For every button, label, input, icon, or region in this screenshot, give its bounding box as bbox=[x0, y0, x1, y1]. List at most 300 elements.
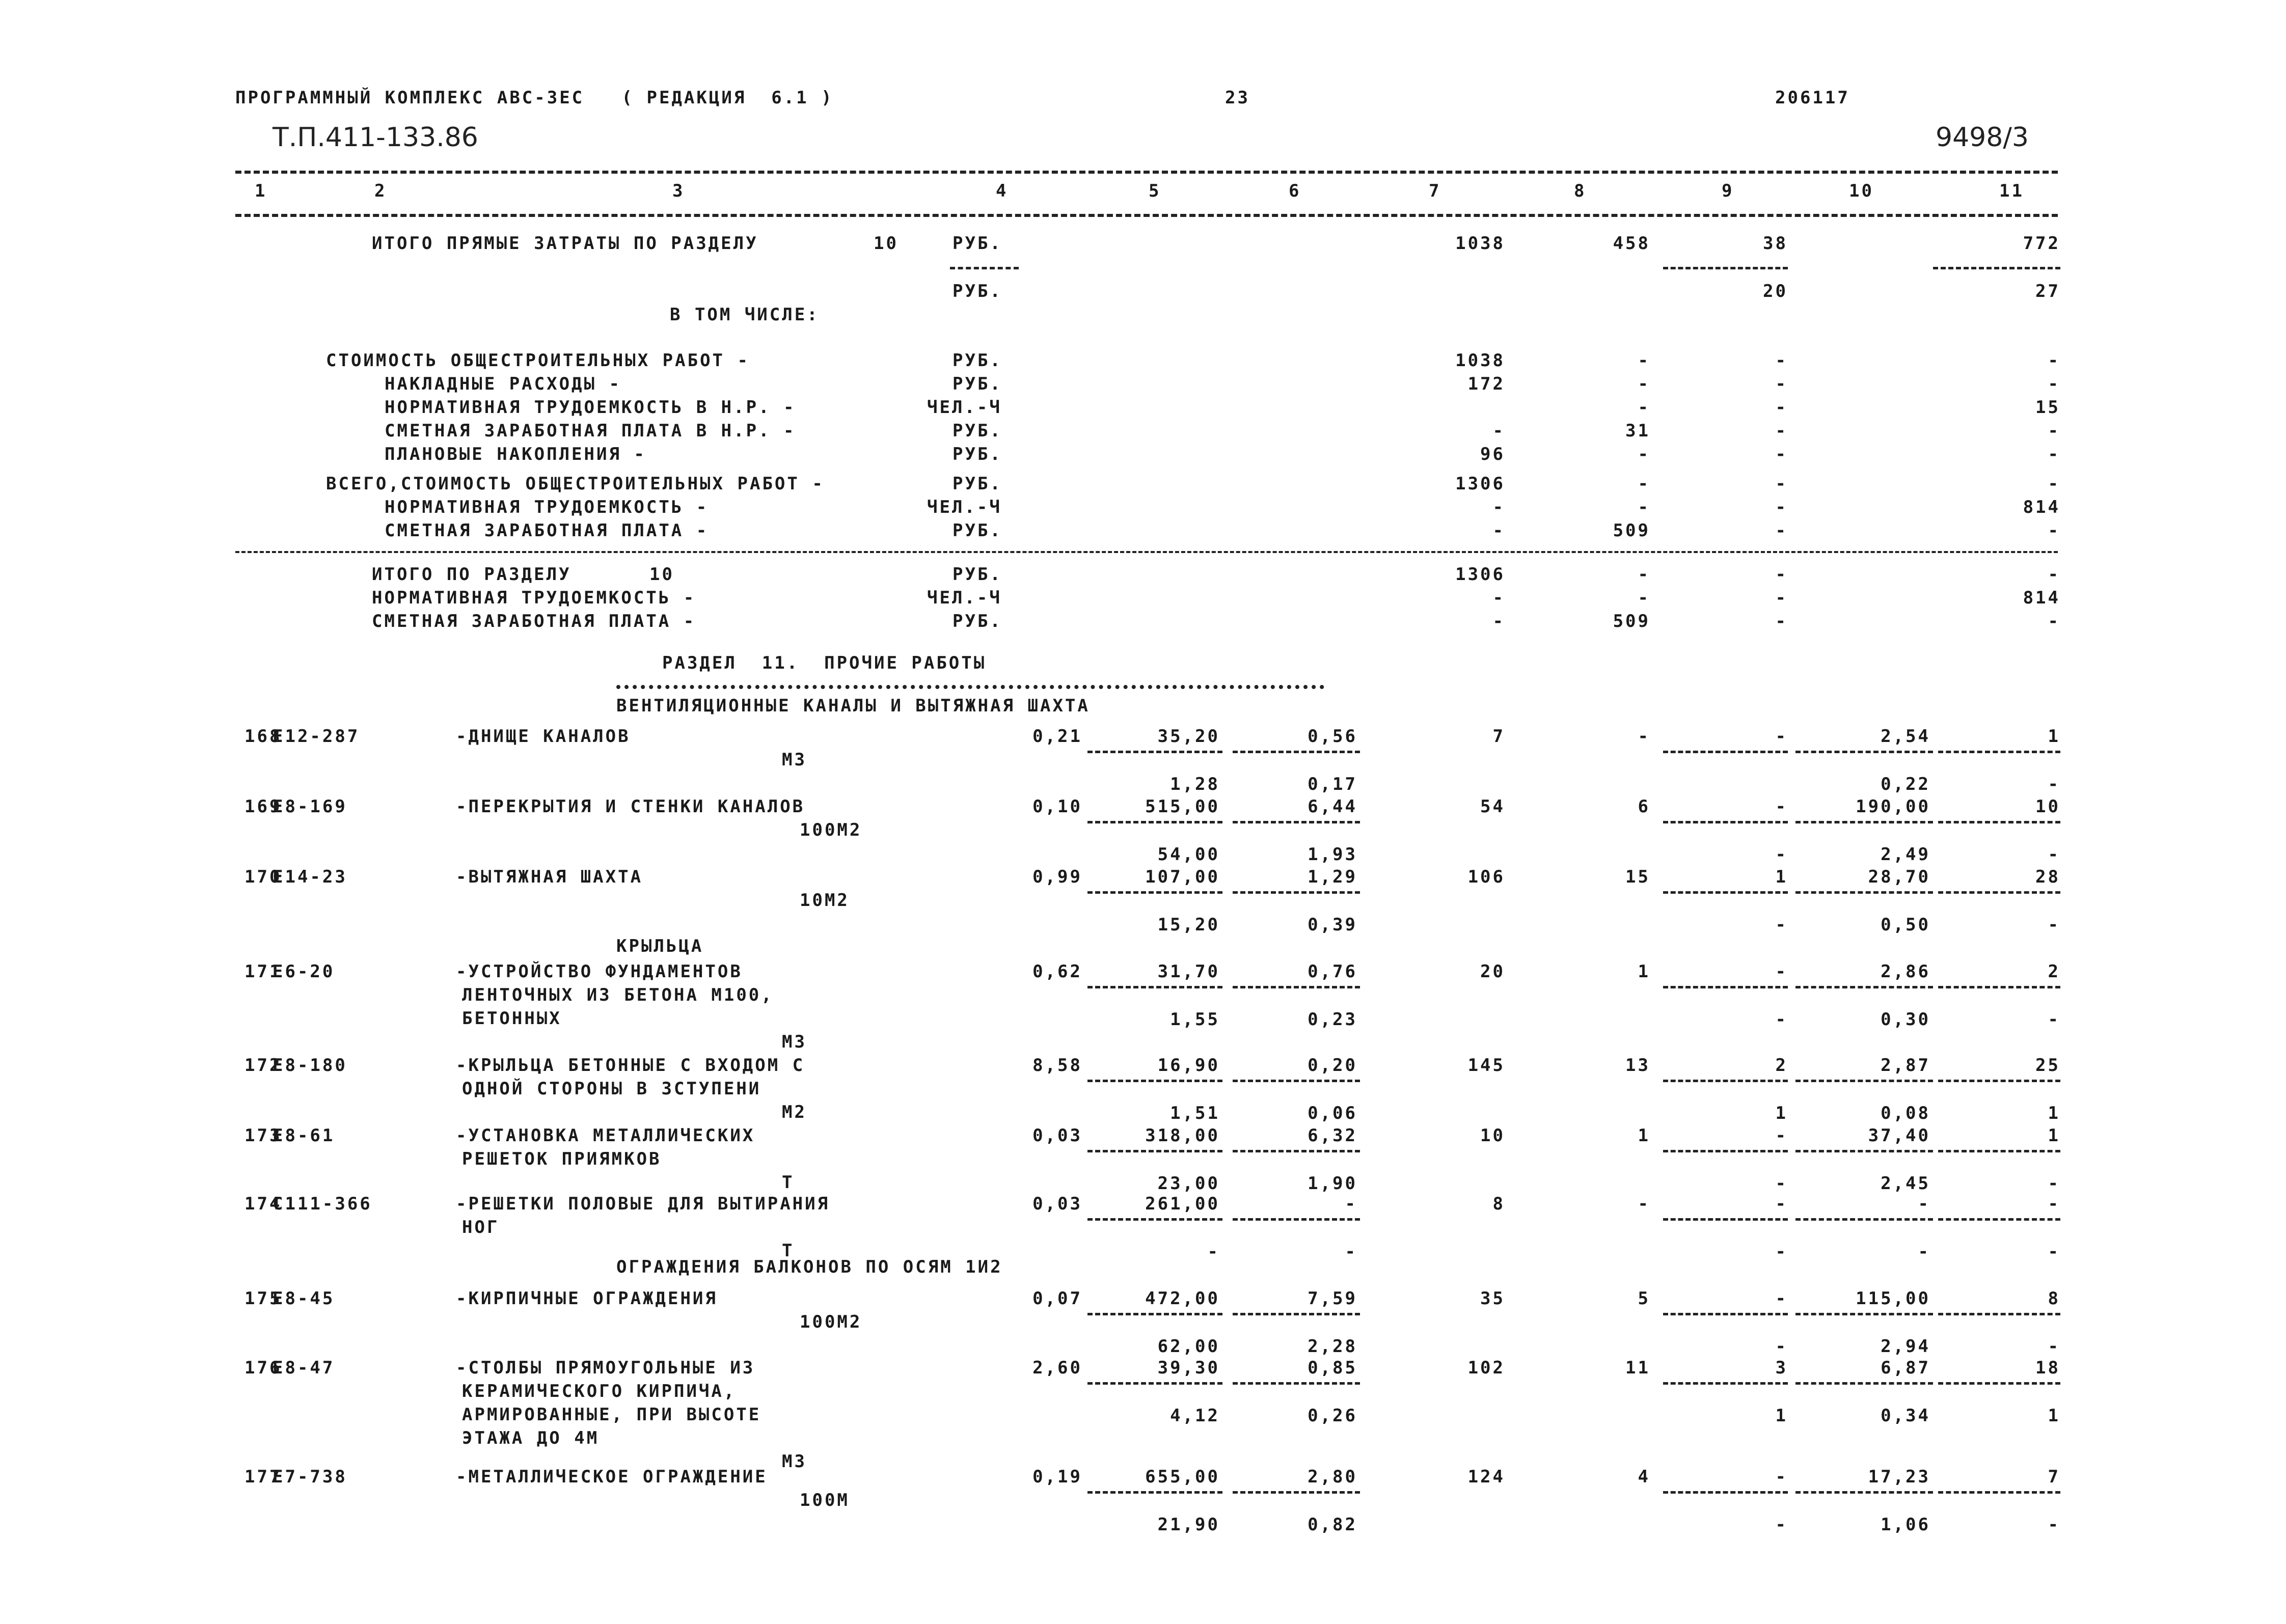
item-total-wage: - bbox=[1638, 726, 1650, 747]
item-sub-wage: 0,82 bbox=[1308, 1515, 1357, 1535]
value-c9: - bbox=[1775, 611, 1788, 631]
item-sub-wage: - bbox=[1345, 1242, 1357, 1262]
item-sub-machine: - bbox=[1775, 1242, 1788, 1262]
item-code: Е8-180 bbox=[273, 1055, 347, 1076]
cell-underline bbox=[1795, 821, 1933, 823]
value-c11: - bbox=[2048, 421, 2060, 441]
summary-sub-unit: РУБ. bbox=[953, 281, 1002, 301]
cell-underline bbox=[1233, 1080, 1360, 1082]
item-labor-total: 25 bbox=[2035, 1055, 2060, 1076]
item-unit: М3 bbox=[782, 1451, 807, 1472]
item-sub-labor-total: - bbox=[2048, 1009, 2060, 1030]
value-c7: 1038 bbox=[1455, 233, 1505, 254]
value-c7: 1306 bbox=[1455, 564, 1505, 585]
column-header-2: 2 bbox=[374, 181, 387, 201]
item-labor-total: 2 bbox=[2048, 961, 2060, 982]
item-unit-price: 16,90 bbox=[1157, 1055, 1220, 1076]
final-final_labor-label: НОРМАТИВНАЯ ТРУДОЕМКОСТЬ - bbox=[372, 588, 696, 608]
item-description-line: АРМИРОВАННЫЕ, ПРИ ВЫСОТЕ bbox=[462, 1405, 761, 1425]
column-header-10: 10 bbox=[1849, 181, 1874, 201]
item-total-wage: 1 bbox=[1638, 961, 1650, 982]
item-number: 171 bbox=[244, 961, 282, 982]
item-sub-price: - bbox=[1207, 1242, 1220, 1262]
cell-underline bbox=[950, 267, 1019, 269]
table-rule bbox=[235, 214, 2058, 217]
summary-row-label: ВСЕГО,СТОИМОСТЬ ОБЩЕСТРОИТЕЛЬНЫХ РАБОТ - bbox=[326, 474, 825, 494]
value-c8: - bbox=[1638, 444, 1650, 464]
item-unit: М3 bbox=[782, 1032, 807, 1052]
value-c7: 172 bbox=[1467, 374, 1505, 394]
cell-underline bbox=[1938, 1080, 2060, 1082]
value-c9: - bbox=[1775, 421, 1788, 441]
item-unit: М3 bbox=[782, 750, 807, 770]
item-sub-price: 1,28 bbox=[1170, 774, 1220, 794]
item-total-wage: 11 bbox=[1625, 1358, 1650, 1378]
cell-underline bbox=[1233, 1382, 1360, 1385]
value-c9: - bbox=[1775, 444, 1788, 464]
item-description-line: -КИРПИЧНЫЕ ОГРАЖДЕНИЯ bbox=[456, 1288, 718, 1309]
item-sub-price: 4,12 bbox=[1170, 1406, 1220, 1426]
cell-underline bbox=[1795, 1080, 1933, 1082]
cell-underline bbox=[1087, 1491, 1222, 1494]
summary-row-unit: РУБ. bbox=[953, 444, 1002, 464]
item-quantity: 0,10 bbox=[1032, 796, 1082, 817]
table-rule bbox=[235, 551, 2058, 553]
cell-underline bbox=[1087, 751, 1222, 753]
item-sub-labor-total: 1 bbox=[2048, 1103, 2060, 1123]
summary-row-unit: РУБ. bbox=[953, 374, 1002, 394]
item-description-line: НОГ bbox=[462, 1217, 500, 1237]
value-c8: - bbox=[1638, 374, 1650, 394]
item-unit: Т bbox=[782, 1172, 795, 1193]
value-c8: 31 bbox=[1625, 421, 1650, 441]
program-title: ПРОГРАММНЫЙ КОМПЛЕКС АВС-ЗЕС ( РЕДАКЦИЯ 6.1 ) bbox=[235, 88, 834, 108]
item-labor-norm: 17,23 bbox=[1868, 1467, 1930, 1487]
value-c8: - bbox=[1638, 474, 1650, 494]
item-unit-price: 515,00 bbox=[1145, 796, 1220, 817]
item-machine-cost: 3 bbox=[1775, 1358, 1788, 1378]
item-total-cost: 7 bbox=[1492, 726, 1505, 747]
item-number: 168 bbox=[244, 726, 282, 747]
value-c7: - bbox=[1492, 497, 1505, 517]
value-c8: - bbox=[1638, 588, 1650, 608]
item-quantity: 0,07 bbox=[1032, 1288, 1082, 1309]
item-labor-norm: 2,54 bbox=[1881, 726, 1930, 747]
column-header-5: 5 bbox=[1149, 181, 1161, 201]
summary-row-unit: РУБ. bbox=[953, 474, 1002, 494]
summary-row-label: СМЕТНАЯ ЗАРАБОТНАЯ ПЛАТА - bbox=[385, 520, 709, 541]
item-sub-machine: - bbox=[1775, 1009, 1788, 1030]
item-total-cost: 145 bbox=[1467, 1055, 1505, 1076]
item-number: 173 bbox=[244, 1125, 282, 1146]
item-sub-wage: 0,06 bbox=[1308, 1103, 1357, 1123]
item-description-line: ЭТАЖА ДО 4М bbox=[462, 1428, 600, 1448]
item-description-line: -СТОЛБЫ ПРЯМОУГОЛЬНЫЕ ИЗ bbox=[456, 1358, 755, 1378]
item-total-cost: 20 bbox=[1480, 961, 1505, 982]
cell-underline bbox=[1795, 751, 1933, 753]
item-unit-price: 472,00 bbox=[1145, 1288, 1220, 1309]
item-total-wage: 13 bbox=[1625, 1055, 1650, 1076]
item-machine-cost: - bbox=[1775, 726, 1788, 747]
value-c11: - bbox=[2048, 444, 2060, 464]
cell-underline bbox=[1233, 891, 1360, 894]
value-c9: - bbox=[1775, 520, 1788, 541]
item-description-line: -РЕШЕТКИ ПОЛОВЫЕ ДЛЯ ВЫТИРАНИЯ bbox=[456, 1194, 830, 1214]
item-code: Е6-20 bbox=[273, 961, 335, 982]
item-number: 170 bbox=[244, 867, 282, 887]
item-machine-cost: 2 bbox=[1775, 1055, 1788, 1076]
cell-underline bbox=[1663, 821, 1788, 823]
item-number: 177 bbox=[244, 1467, 282, 1487]
summary-row-unit: РУБ. bbox=[953, 350, 1002, 371]
item-unit-price: 318,00 bbox=[1145, 1125, 1220, 1146]
item-sub-labor-norm: 2,45 bbox=[1881, 1173, 1930, 1194]
value-c11: - bbox=[2048, 350, 2060, 371]
item-sub-machine: - bbox=[1775, 915, 1788, 935]
table-rule bbox=[235, 171, 2058, 174]
item-total-cost: 54 bbox=[1480, 796, 1505, 817]
item-description-line: РЕШЕТОК ПРИЯМКОВ bbox=[462, 1149, 662, 1169]
summary-row-unit: ЧЕЛ.-Ч bbox=[927, 397, 1002, 418]
cell-underline bbox=[1087, 1218, 1222, 1221]
item-sub-price: 1,55 bbox=[1170, 1009, 1220, 1030]
item-total-cost: 8 bbox=[1492, 1194, 1505, 1214]
item-quantity: 0,19 bbox=[1032, 1467, 1082, 1487]
value-c8: - bbox=[1638, 497, 1650, 517]
item-sub-machine: - bbox=[1775, 1336, 1788, 1357]
cell-underline bbox=[1087, 1313, 1222, 1315]
item-sub-labor-norm: 0,34 bbox=[1881, 1406, 1930, 1426]
cell-underline bbox=[1087, 821, 1222, 823]
item-sub-price: 15,20 bbox=[1157, 915, 1220, 935]
summary-total-unit: РУБ. bbox=[953, 233, 1002, 254]
item-sub-price: 21,90 bbox=[1157, 1515, 1220, 1535]
value-c7: 96 bbox=[1480, 444, 1505, 464]
item-total-cost: 124 bbox=[1467, 1467, 1505, 1487]
summary-row-label: НАКЛАДНЫЕ РАСХОДЫ - bbox=[385, 374, 621, 394]
summary-row-label: НОРМАТИВНАЯ ТРУДОЕМКОСТЬ - bbox=[385, 497, 709, 517]
item-sub-wage: 0,23 bbox=[1308, 1009, 1357, 1030]
item-description-line: -ВЫТЯЖНАЯ ШАХТА bbox=[456, 867, 643, 887]
item-total-cost: 106 bbox=[1467, 867, 1505, 887]
item-labor-norm: 190,00 bbox=[1856, 796, 1930, 817]
item-total-cost: 35 bbox=[1480, 1288, 1505, 1309]
value-c11: - bbox=[2048, 374, 2060, 394]
item-unit-wage: 6,32 bbox=[1308, 1125, 1357, 1146]
item-labor-total: 8 bbox=[2048, 1288, 2060, 1309]
item-number: 174 bbox=[244, 1194, 282, 1214]
cell-underline bbox=[1938, 821, 2060, 823]
item-description-line: ЛЕНТОЧНЫХ ИЗ БЕТОНА М100, bbox=[462, 985, 774, 1005]
value-c11: 27 bbox=[2035, 281, 2060, 301]
item-unit-wage: 7,59 bbox=[1308, 1288, 1357, 1309]
item-number: 169 bbox=[244, 796, 282, 817]
final-final_labor-unit: ЧЕЛ.-Ч bbox=[927, 588, 1002, 608]
item-labor-total: 28 bbox=[2035, 867, 2060, 887]
cell-underline bbox=[1233, 1491, 1360, 1494]
item-machine-cost: - bbox=[1775, 1467, 1788, 1487]
cell-underline bbox=[1938, 1491, 2060, 1494]
item-total-wage: 5 bbox=[1638, 1288, 1650, 1309]
item-number: 175 bbox=[244, 1288, 282, 1309]
item-code: Е8-61 bbox=[273, 1125, 335, 1146]
cell-underline bbox=[1663, 1382, 1788, 1385]
item-code: Е8-169 bbox=[273, 796, 347, 817]
item-description-line: -МЕТАЛЛИЧЕСКОЕ ОГРАЖДЕНИЕ bbox=[456, 1467, 768, 1487]
cell-underline bbox=[1795, 1150, 1933, 1152]
item-unit-price: 31,70 bbox=[1157, 961, 1220, 982]
item-unit-wage: 0,76 bbox=[1308, 961, 1357, 982]
item-unit-price: 107,00 bbox=[1145, 867, 1220, 887]
item-labor-norm: 28,70 bbox=[1868, 867, 1930, 887]
item-labor-norm: 2,86 bbox=[1881, 961, 1930, 982]
value-c8: 509 bbox=[1613, 520, 1650, 541]
item-code: Е7-738 bbox=[273, 1467, 347, 1487]
item-code: Е14-23 bbox=[273, 867, 347, 887]
value-c11: 814 bbox=[2023, 497, 2060, 517]
item-unit-wage: 6,44 bbox=[1308, 796, 1357, 817]
summary-row-unit: ЧЕЛ.-Ч bbox=[927, 497, 1002, 517]
item-code: С111-366 bbox=[273, 1194, 372, 1214]
cell-underline bbox=[1663, 1491, 1788, 1494]
item-sub-machine: 1 bbox=[1775, 1406, 1788, 1426]
value-c7: - bbox=[1492, 611, 1505, 631]
summary-total-section: 10 bbox=[874, 233, 899, 254]
item-description-line: -КРЫЛЬЦА БЕТОННЫЕ С ВХОДОМ С bbox=[456, 1055, 805, 1076]
cell-underline bbox=[1938, 891, 2060, 894]
item-sub-labor-norm: 0,30 bbox=[1881, 1009, 1930, 1030]
column-header-3: 3 bbox=[672, 181, 685, 201]
item-unit-wage: 0,20 bbox=[1308, 1055, 1357, 1076]
column-header-6: 6 bbox=[1289, 181, 1301, 201]
item-code: Е8-45 bbox=[273, 1288, 335, 1309]
item-sub-wage: 0,17 bbox=[1308, 774, 1357, 794]
value-c7: - bbox=[1492, 421, 1505, 441]
value-c9: - bbox=[1775, 588, 1788, 608]
item-code: Е12-287 bbox=[273, 726, 360, 747]
item-sub-labor-norm: 0,22 bbox=[1881, 774, 1930, 794]
item-unit: 10М2 bbox=[800, 890, 850, 911]
item-unit-wage: - bbox=[1345, 1194, 1357, 1214]
value-c8: 509 bbox=[1613, 611, 1650, 631]
final-final_wage-unit: РУБ. bbox=[953, 611, 1002, 631]
item-machine-cost: - bbox=[1775, 1194, 1788, 1214]
item-unit-wage: 0,56 bbox=[1308, 726, 1357, 747]
section-title-underline bbox=[616, 685, 1324, 689]
item-sub-machine: - bbox=[1775, 1173, 1788, 1194]
value-c11: - bbox=[2048, 564, 2060, 585]
item-labor-total: 10 bbox=[2035, 796, 2060, 817]
item-sub-price: 1,51 bbox=[1170, 1103, 1220, 1123]
item-sub-price: 62,00 bbox=[1157, 1336, 1220, 1357]
item-sub-labor-total: - bbox=[2048, 844, 2060, 865]
item-unit: М2 bbox=[782, 1102, 807, 1122]
cell-underline bbox=[1087, 891, 1222, 894]
cell-underline bbox=[1087, 1150, 1222, 1152]
subsection-title-balcony: ОГРАЖДЕНИЯ БАЛКОНОВ ПО ОСЯМ 1И2 bbox=[616, 1257, 1003, 1277]
value-c9: - bbox=[1775, 374, 1788, 394]
cell-underline bbox=[1233, 1150, 1360, 1152]
item-sub-labor-norm: 0,08 bbox=[1881, 1103, 1930, 1123]
cell-underline bbox=[1233, 986, 1360, 988]
value-c9: - bbox=[1775, 474, 1788, 494]
item-unit: 100М bbox=[800, 1490, 850, 1510]
item-description-line: -ДНИЩЕ КАНАЛОВ bbox=[456, 726, 631, 747]
cell-underline bbox=[1938, 751, 2060, 753]
item-description-line: -УСТРОЙСТВО ФУНДАМЕНТОВ bbox=[456, 961, 743, 982]
summary-row-label: СТОИМОСТЬ ОБЩЕСТРОИТЕЛЬНЫХ РАБОТ - bbox=[326, 350, 750, 371]
cell-underline bbox=[1233, 1218, 1360, 1221]
item-sub-labor-total: - bbox=[2048, 915, 2060, 935]
subsection-title-ventilation: ВЕНТИЛЯЦИОННЫЕ КАНАЛЫ И ВЫТЯЖНАЯ ШАХТА bbox=[616, 696, 1090, 716]
item-description-line: БЕТОННЫХ bbox=[462, 1008, 562, 1029]
final-final_total-label: ИТОГО ПО РАЗДЕЛУ bbox=[372, 564, 572, 585]
column-header-9: 9 bbox=[1722, 181, 1734, 201]
cell-underline bbox=[1795, 1382, 1933, 1385]
value-c8: - bbox=[1638, 350, 1650, 371]
summary-in-that: В ТОМ ЧИСЛЕ: bbox=[670, 305, 820, 325]
value-c7: - bbox=[1492, 520, 1505, 541]
final-section-number: 10 bbox=[649, 564, 674, 585]
item-description-line: КЕРАМИЧЕСКОГО КИРПИЧА, bbox=[462, 1381, 737, 1401]
item-number: 176 bbox=[244, 1358, 282, 1378]
value-c9: - bbox=[1775, 350, 1788, 371]
item-unit-wage: 0,85 bbox=[1308, 1358, 1357, 1378]
summary-row-label: НОРМАТИВНАЯ ТРУДОЕМКОСТЬ В Н.Р. - bbox=[385, 397, 796, 418]
cell-underline bbox=[1663, 1080, 1788, 1082]
value-c7: - bbox=[1492, 588, 1505, 608]
value-c9: - bbox=[1775, 397, 1788, 418]
item-sub-labor-total: - bbox=[2048, 1515, 2060, 1535]
item-sub-wage: 0,39 bbox=[1308, 915, 1357, 935]
sheet-reference: 9498/3 bbox=[1936, 122, 2029, 153]
item-machine-cost: - bbox=[1775, 1288, 1788, 1309]
section-title: РАЗДЕЛ 11. ПРОЧИЕ РАБОТЫ bbox=[662, 653, 987, 673]
item-sub-labor-norm: - bbox=[1918, 1242, 1930, 1262]
cell-underline bbox=[1938, 1150, 2060, 1152]
item-sub-machine: - bbox=[1775, 1515, 1788, 1535]
item-total-wage: 6 bbox=[1638, 796, 1650, 817]
summary-row-unit: РУБ. bbox=[953, 520, 1002, 541]
item-sub-labor-norm: 2,94 bbox=[1881, 1336, 1930, 1357]
cell-underline bbox=[1795, 1218, 1933, 1221]
item-sub-labor-total: - bbox=[2048, 1336, 2060, 1357]
item-total-cost: 10 bbox=[1480, 1125, 1505, 1146]
cell-underline bbox=[1233, 1313, 1360, 1315]
cell-underline bbox=[1087, 1382, 1222, 1385]
value-c11: 814 bbox=[2023, 588, 2060, 608]
item-labor-total: 7 bbox=[2048, 1467, 2060, 1487]
cell-underline bbox=[1663, 1313, 1788, 1315]
value-c11: - bbox=[2048, 520, 2060, 541]
cell-underline bbox=[1663, 891, 1788, 894]
cell-underline bbox=[1795, 891, 1933, 894]
item-description-line: -УСТАНОВКА МЕТАЛЛИЧЕСКИХ bbox=[456, 1125, 755, 1146]
value-c8: 458 bbox=[1613, 233, 1650, 254]
item-total-wage: 15 bbox=[1625, 867, 1650, 887]
item-unit: Т bbox=[782, 1241, 795, 1261]
column-header-1: 1 bbox=[255, 181, 267, 201]
item-sub-wage: 0,26 bbox=[1308, 1406, 1357, 1426]
item-machine-cost: - bbox=[1775, 796, 1788, 817]
value-c11: - bbox=[2048, 611, 2060, 631]
item-quantity: 8,58 bbox=[1032, 1055, 1082, 1076]
item-total-wage: 4 bbox=[1638, 1467, 1650, 1487]
cell-underline bbox=[1795, 986, 1933, 988]
value-c7: 1038 bbox=[1455, 350, 1505, 371]
item-quantity: 0,03 bbox=[1032, 1125, 1082, 1146]
item-sub-labor-total: - bbox=[2048, 774, 2060, 794]
item-sub-price: 23,00 bbox=[1157, 1173, 1220, 1194]
item-unit-price: 261,00 bbox=[1145, 1194, 1220, 1214]
item-code: Е8-47 bbox=[273, 1358, 335, 1378]
item-unit-price: 35,20 bbox=[1157, 726, 1220, 747]
item-unit: 100М2 bbox=[800, 1312, 862, 1332]
item-sub-labor-norm: 2,49 bbox=[1881, 844, 1930, 865]
subsection-title-porch: КРЫЛЬЦА bbox=[616, 936, 704, 956]
cell-underline bbox=[1663, 986, 1788, 988]
item-sub-wage: 1,90 bbox=[1308, 1173, 1357, 1194]
item-unit-price: 655,00 bbox=[1145, 1467, 1220, 1487]
item-quantity: 0,62 bbox=[1032, 961, 1082, 982]
column-header-7: 7 bbox=[1429, 181, 1441, 201]
item-sub-machine: 1 bbox=[1775, 1103, 1788, 1123]
cell-underline bbox=[1087, 986, 1222, 988]
item-quantity: 2,60 bbox=[1032, 1358, 1082, 1378]
value-c8: - bbox=[1638, 564, 1650, 585]
value-c11: 772 bbox=[2023, 233, 2060, 254]
summary-row-label: СМЕТНАЯ ЗАРАБОТНАЯ ПЛАТА В Н.Р. - bbox=[385, 421, 796, 441]
item-description-line: -ПЕРЕКРЫТИЯ И СТЕНКИ КАНАЛОВ bbox=[456, 796, 805, 817]
item-labor-norm: 2,87 bbox=[1881, 1055, 1930, 1076]
item-labor-norm: 115,00 bbox=[1856, 1288, 1930, 1309]
final-final_total-unit: РУБ. bbox=[953, 564, 1002, 585]
item-labor-total: - bbox=[2048, 1194, 2060, 1214]
value-c8: - bbox=[1638, 397, 1650, 418]
item-labor-norm: 37,40 bbox=[1868, 1125, 1930, 1146]
cell-underline bbox=[1233, 751, 1360, 753]
item-quantity: 0,21 bbox=[1032, 726, 1082, 747]
item-quantity: 0,99 bbox=[1032, 867, 1082, 887]
summary-row-label: ПЛАНОВЫЕ НАКОПЛЕНИЯ - bbox=[385, 444, 646, 464]
cell-underline bbox=[1933, 267, 2060, 269]
value-c11: 15 bbox=[2035, 397, 2060, 418]
cell-underline bbox=[1663, 751, 1788, 753]
cell-underline bbox=[1087, 1080, 1222, 1082]
item-quantity: 0,03 bbox=[1032, 1194, 1082, 1214]
item-machine-cost: - bbox=[1775, 961, 1788, 982]
item-sub-wage: 1,93 bbox=[1308, 844, 1357, 865]
item-labor-total: 1 bbox=[2048, 726, 2060, 747]
item-number: 172 bbox=[244, 1055, 282, 1076]
column-header-8: 8 bbox=[1574, 181, 1587, 201]
item-unit-wage: 1,29 bbox=[1308, 867, 1357, 887]
value-c11: - bbox=[2048, 474, 2060, 494]
item-labor-total: 1 bbox=[2048, 1125, 2060, 1146]
cell-underline bbox=[1938, 1313, 2060, 1315]
item-description-line: ОДНОЙ СТОРОНЫ В 3СТУПЕНИ bbox=[462, 1079, 761, 1099]
cell-underline bbox=[1938, 986, 2060, 988]
column-header-11: 11 bbox=[1999, 181, 2024, 201]
item-machine-cost: 1 bbox=[1775, 867, 1788, 887]
value-c7: 1306 bbox=[1455, 474, 1505, 494]
cell-underline bbox=[1938, 1218, 2060, 1221]
cell-underline bbox=[1663, 267, 1788, 269]
item-sub-labor-norm: 1,06 bbox=[1881, 1515, 1930, 1535]
item-unit: 100М2 bbox=[800, 820, 862, 840]
item-sub-labor-total: 1 bbox=[2048, 1406, 2060, 1426]
final-final_wage-label: СМЕТНАЯ ЗАРАБОТНАЯ ПЛАТА - bbox=[372, 611, 696, 631]
